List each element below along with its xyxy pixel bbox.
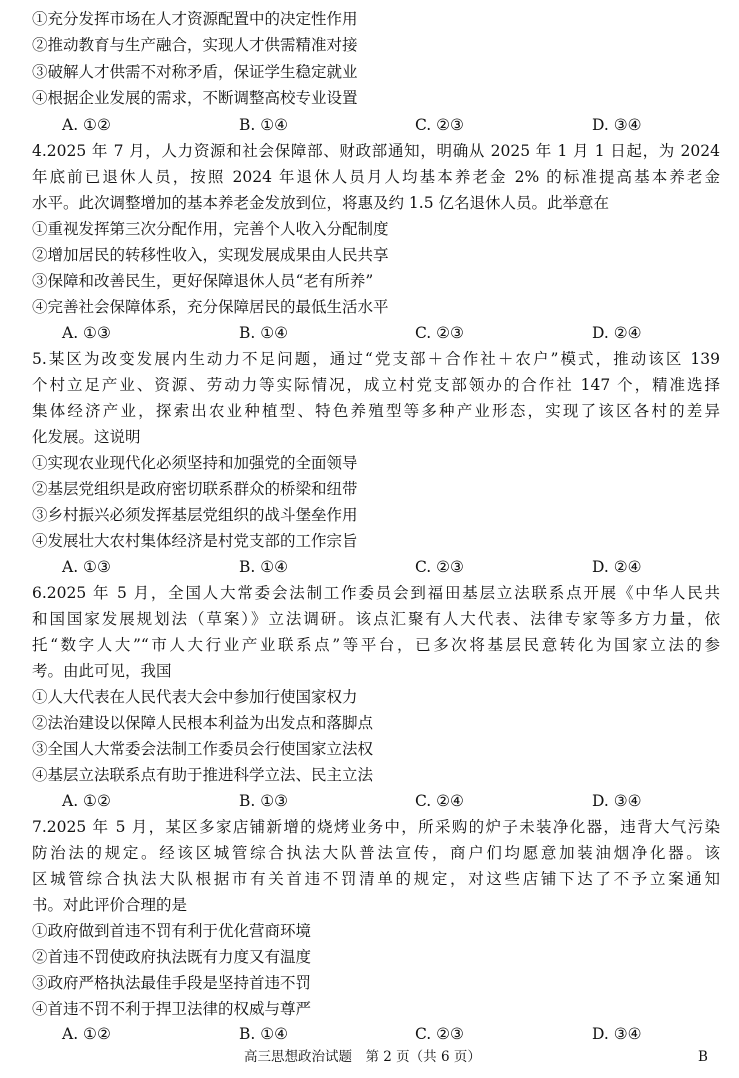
q4-statement-3: ③保障和改善民生，更好保障退休人员“老有所养” <box>32 272 374 290</box>
q6-option-a: A. ①② <box>62 792 111 810</box>
q3-statement-2: ②推动教育与生产融合，实现人才供需精准对接 <box>32 36 358 54</box>
q6-option-c: C. ②④ <box>415 792 464 810</box>
q4-statement-2: ②增加居民的转移性收入，实现发展成果由人民共享 <box>32 246 389 264</box>
q3-statement-1: ①充分发挥市场在人才资源配置中的决定性作用 <box>32 10 358 28</box>
q7-option-b: B. ①④ <box>239 1025 289 1043</box>
q4-stem-line-2: 年底前已退休人员，按照 2024 年退休人员月人均基本养老金 2% 的标准提高基本养老金 <box>32 168 720 186</box>
q7-stem-line-1: 7.2025 年 5 月，某区多家店铺新增的烧烤业务中，所采购的炉子未装净化器，违背大气污染 <box>32 818 720 836</box>
q6-statement-3: ③全国人大常委会法制工作委员会行使国家立法权 <box>32 740 374 758</box>
q4-option-a: A. ①③ <box>62 324 111 342</box>
q5-stem-line-4: 化发展。这说明 <box>32 428 141 446</box>
q6-stem-line-2: 和国国家发展规划法（草案）》立法调研。该点汇聚有人大代表、法律专家等多方力量，依 <box>32 610 720 628</box>
q5-statement-1: ①实现农业现代化必须坚持和加强党的全面领导 <box>32 454 358 472</box>
q5-option-a: A. ①③ <box>62 558 111 576</box>
paper-version-mark: B <box>698 1049 708 1065</box>
q3-option-a: A. ①② <box>62 116 111 134</box>
q7-stem-line-2: 防治法的规定。经该区城管综合执法大队普法宣传，商户们均愿意加装油烟净化器。该 <box>32 844 720 862</box>
q5-stem-line-2: 个村立足产业、资源、劳动力等实际情况，成立村党支部领办的合作社 147 个，精准选择 <box>32 376 720 394</box>
q6-statement-1: ①人大代表在人民代表大会中参加行使国家权力 <box>32 688 358 706</box>
q7-option-c: C. ②③ <box>415 1025 464 1043</box>
q7-statement-4: ④首违不罚不利于捍卫法律的权威与尊严 <box>32 1000 312 1018</box>
q3-option-b: B. ①④ <box>239 116 289 134</box>
q4-option-d: D. ②④ <box>592 324 642 342</box>
q4-option-b: B. ①④ <box>239 324 289 342</box>
q3-statement-3: ③破解人才供需不对称矛盾，保证学生稳定就业 <box>32 63 358 81</box>
q4-statement-4: ④完善社会保障体系，充分保障居民的最低生活水平 <box>32 298 389 316</box>
q5-statement-4: ④发展壮大农村集体经济是村党支部的工作宗旨 <box>32 532 358 550</box>
q5-statement-3: ③乡村振兴必须发挥基层党组织的战斗堡垒作用 <box>32 506 358 524</box>
q7-stem-line-4: 书。对此评价合理的是 <box>32 896 188 914</box>
page-footer-label: 高三思想政治试题 第 2 页（共 6 页） <box>244 1049 481 1065</box>
q6-option-d: D. ③④ <box>592 792 642 810</box>
q5-stem-line-3: 集体经济产业，探索出农业种植型、特色养殖型等多种产业形态，实现了该区各村的差异 <box>32 402 720 420</box>
q7-stem-line-3: 区城管综合执法大队根据市有关首违不罚清单的规定，对这些店铺下达了不予立案通知 <box>32 870 720 888</box>
q3-option-d: D. ③④ <box>592 116 642 134</box>
q3-statement-4: ④根据企业发展的需求，不断调整高校专业设置 <box>32 89 358 107</box>
q6-stem-line-4: 考。由此可见，我国 <box>32 662 172 680</box>
q7-option-a: A. ①② <box>62 1025 111 1043</box>
q3-option-c: C. ②③ <box>415 116 464 134</box>
q6-statement-2: ②法治建设以保障人民根本利益为出发点和落脚点 <box>32 714 374 732</box>
q5-stem-line-1: 5.某区为改变发展内生动力不足问题，通过“党支部＋合作社＋农户”模式，推动该区 139 <box>32 350 720 368</box>
q4-stem-line-3: 水平。此次调整增加的基本养老金发放到位，将惠及约 1.5 亿名退休人员。此举意在 <box>32 194 610 212</box>
q6-statement-4: ④基层立法联系点有助于推进科学立法、民主立法 <box>32 766 374 784</box>
q6-stem-line-1: 6.2025 年 5 月，全国人大常委会法制工作委员会到福田基层立法联系点开展《中华人民共 <box>32 584 720 602</box>
q5-statement-2: ②基层党组织是政府密切联系群众的桥梁和纽带 <box>32 480 358 498</box>
q6-option-b: B. ①③ <box>239 792 289 810</box>
q7-statement-3: ③政府严格执法最佳手段是坚持首违不罚 <box>32 974 312 992</box>
q6-stem-line-3: 托“数字人大”“市人大行业产业联系点”等平台，已多次将基层民意转化为国家立法的参 <box>32 636 720 654</box>
q4-option-c: C. ②③ <box>415 324 464 342</box>
q5-option-d: D. ②④ <box>592 558 642 576</box>
q7-statement-1: ①政府做到首违不罚有利于优化营商环境 <box>32 922 312 940</box>
q7-statement-2: ②首违不罚使政府执法既有力度又有温度 <box>32 948 312 966</box>
q5-option-b: B. ①④ <box>239 558 289 576</box>
q5-option-c: C. ②③ <box>415 558 464 576</box>
q4-statement-1: ①重视发挥第三次分配作用，完善个人收入分配制度 <box>32 220 389 238</box>
q7-option-d: D. ③④ <box>592 1025 642 1043</box>
q4-stem-line-1: 4.2025 年 7 月，人力资源和社会保障部、财政部通知，明确从 2025 年 1 月 1 日起，为 2024 <box>32 142 720 160</box>
